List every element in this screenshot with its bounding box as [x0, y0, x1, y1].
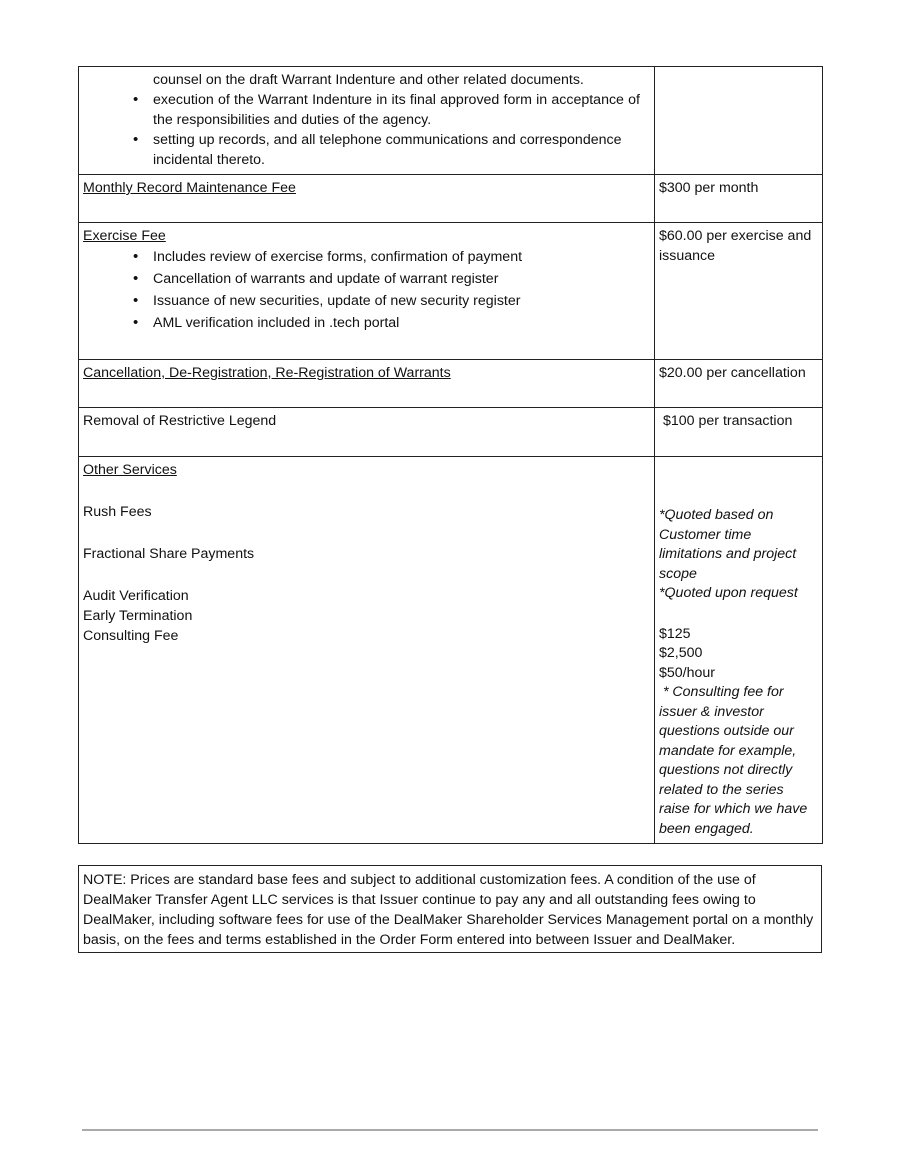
- service-cell: [79, 360, 655, 408]
- list-item: • Cancellation of warrants and update of warrant register: [83, 269, 650, 289]
- fractional-share-price: *Quoted upon request: [659, 585, 798, 601]
- list-item: Consulting Fee: [83, 628, 179, 644]
- list-item: • Issuance of new securities, update of new security register: [83, 291, 650, 311]
- list-item: • Includes review of exercise forms, confirmation of payment: [83, 247, 650, 267]
- other-services-label: Other Services: [83, 462, 177, 478]
- consulting-fee-note: * Consulting fee for issuer & investor questions outside our mandate for example, questions not directly related to the series raise for which we have been engaged.: [659, 684, 812, 837]
- table-row: [79, 408, 823, 457]
- continuation-text: counsel on the draft Warrant Indenture and other related documents.: [153, 72, 584, 88]
- cancellation-price: $20.00 per cancellation: [659, 365, 806, 381]
- table-row: [79, 457, 823, 844]
- price-cell: [655, 457, 823, 844]
- list-item: Fractional Share Payments: [83, 546, 255, 562]
- table-row: [79, 67, 823, 175]
- pricing-note: NOTE: Prices are standard base fees and subject to additional customization fees. A condition of the use of DealMaker Transfer Agent LLC services is that Issuer continue to pay any and all outstanding fees owing to DealMaker, including software fees for use of the DealMaker Shareholder Services Management portal on a monthly basis, on the fees and terms established in the Order Form entered into between Issuer and DealMaker.: [78, 865, 822, 953]
- early-termination-price: $2,500: [659, 645, 703, 661]
- service-cell: [79, 457, 655, 844]
- legend-removal-price: $100 per transaction: [663, 413, 793, 429]
- exercise-fee-label: Exercise Fee: [83, 228, 166, 244]
- price-cell: [655, 67, 823, 175]
- price-cell: [655, 223, 823, 360]
- service-cell: [79, 223, 655, 360]
- exercise-fee-price: $60.00 per exercise and issuance: [659, 228, 812, 264]
- legend-removal-label: Removal of Restrictive Legend: [83, 413, 277, 429]
- service-cell: [79, 67, 655, 175]
- table-row: [79, 360, 823, 408]
- monthly-fee-label: Monthly Record Maintenance Fee: [83, 180, 296, 196]
- list-item: Audit Verification: [83, 588, 189, 604]
- list-item: • AML verification included in .tech portal: [83, 313, 650, 333]
- service-cell: [79, 408, 655, 457]
- list-item: Rush Fees: [83, 504, 152, 520]
- list-item: • execution of the Warrant Indenture in its final approved form in acceptance of the responsibilities and duties of the agency.: [83, 90, 650, 130]
- audit-verification-price: $125: [659, 625, 691, 642]
- price-cell: [655, 360, 823, 408]
- list-item: Early Termination: [83, 608, 193, 624]
- rush-fees-price: *Quoted based on Customer time limitations and project scope: [659, 507, 797, 582]
- monthly-fee-price: $300 per month: [659, 180, 759, 196]
- fee-schedule-table: [78, 66, 823, 844]
- table-row: [79, 175, 823, 223]
- intro-bullet-list: [83, 90, 650, 170]
- consulting-fee-price: $50/hour: [659, 664, 716, 681]
- table-row: [79, 223, 823, 360]
- footer-divider: [82, 1129, 818, 1131]
- list-item: • setting up records, and all telephone communications and correspondence incidental thereto.: [83, 130, 650, 170]
- price-cell: [655, 408, 823, 457]
- service-cell: [79, 175, 655, 223]
- price-cell: [655, 175, 823, 223]
- exercise-bullet-list: [83, 247, 650, 333]
- cancellation-label: Cancellation, De-Registration, Re-Registration of Warrants: [83, 365, 451, 381]
